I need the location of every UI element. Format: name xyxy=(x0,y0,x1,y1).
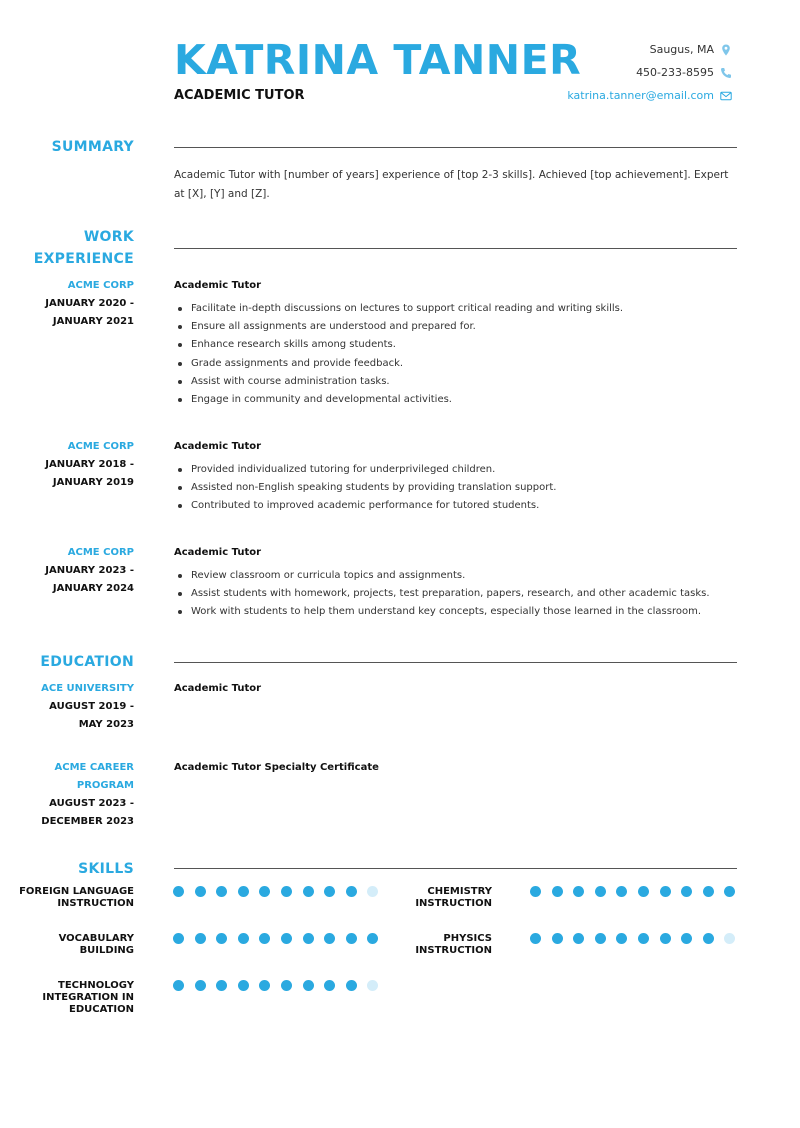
job-dates xyxy=(14,456,134,492)
skill-dot-filled xyxy=(595,933,606,944)
education-dates-end: MAY 2023 xyxy=(78,719,134,730)
skill-label-line1: FOREIGN LANGUAGE xyxy=(19,886,134,897)
skill-dot-filled xyxy=(324,980,335,991)
skill-dot-filled xyxy=(573,886,584,897)
skill-rating xyxy=(173,886,389,897)
skill-dot-filled xyxy=(216,933,227,944)
skill-dot-filled xyxy=(703,933,714,944)
skill-dot-filled xyxy=(346,886,357,897)
job-title: Academic Tutor xyxy=(174,280,262,291)
contact-location xyxy=(650,43,732,56)
list-item: Assisted non-English speaking students by providing translation support. xyxy=(191,479,751,497)
work-heading-line2: EXPERIENCE xyxy=(33,251,134,267)
skill-rating xyxy=(530,886,746,897)
skill-label xyxy=(4,886,134,910)
job-company: ACME CORP xyxy=(67,280,134,291)
school-name-line1: ACE UNIVERSITY xyxy=(41,683,134,694)
job-title: Academic Tutor xyxy=(174,547,262,558)
skill-dot-filled xyxy=(724,886,735,897)
skill-dot-filled xyxy=(703,886,714,897)
skill-dot-filled xyxy=(303,980,314,991)
skill-dot-filled xyxy=(638,933,649,944)
envelope-icon xyxy=(720,90,732,102)
job-dates-end: JANUARY 2024 xyxy=(52,583,134,594)
job-dates xyxy=(14,562,134,598)
school-name-line2: PROGRAM xyxy=(76,780,134,791)
summary-text: Academic Tutor with [number of years] experience of [top 2-3 skills]. Achieved [top achievement]. Expert at [X], [Y] and [Z]. xyxy=(174,169,729,200)
skill-dot-filled xyxy=(216,980,227,991)
list-item: Engage in community and developmental activities. xyxy=(191,391,751,409)
skill-dot-filled xyxy=(616,886,627,897)
skill-dot-filled xyxy=(238,980,249,991)
education-title: Academic Tutor Specialty Certificate xyxy=(174,762,379,773)
skill-dot-filled xyxy=(303,933,314,944)
list-item: Assist students with homework, projects, test preparation, papers, research, and other academic tasks. xyxy=(191,585,751,603)
skill-dot-filled xyxy=(324,886,335,897)
contact-phone xyxy=(636,66,732,79)
candidate-name: KATRINA TANNER xyxy=(174,36,582,84)
skill-dot-filled xyxy=(346,933,357,944)
skill-dot-filled xyxy=(303,886,314,897)
list-item: Assist with course administration tasks. xyxy=(191,373,751,391)
list-item: Grade assignments and provide feedback. xyxy=(191,355,751,373)
skill-dot-filled xyxy=(173,886,184,897)
skill-label-line3: EDUCATION xyxy=(69,1004,134,1015)
job-title: Academic Tutor xyxy=(174,441,262,452)
skill-label-line1: PHYSICS xyxy=(443,933,492,944)
job-company: ACME CORP xyxy=(67,547,134,558)
skill-dot-filled xyxy=(681,933,692,944)
skill-dot-filled xyxy=(259,980,270,991)
job-bullets xyxy=(191,567,751,622)
skill-label-line2: BUILDING xyxy=(79,945,134,956)
candidate-role: ACADEMIC TUTOR xyxy=(174,88,305,103)
skill-dot-filled xyxy=(552,933,563,944)
skill-label-line2: INSTRUCTION xyxy=(415,945,492,956)
skill-dot-empty xyxy=(367,980,378,991)
job-bullets xyxy=(191,300,751,409)
skill-label-line1: TECHNOLOGY xyxy=(58,980,134,991)
job-dates-start: JANUARY 2023 - xyxy=(45,565,134,576)
location-text: Saugus, MA xyxy=(649,43,714,56)
skill-label-line2: INSTRUCTION xyxy=(57,898,134,909)
skill-label-line1: CHEMISTRY xyxy=(427,886,492,897)
list-item: Facilitate in-depth discussions on lectures to support critical reading and writing skills. xyxy=(191,300,751,318)
skill-dot-filled xyxy=(552,886,563,897)
skill-label-line2: INSTRUCTION xyxy=(415,898,492,909)
skill-dot-filled xyxy=(638,886,649,897)
skill-dot-filled xyxy=(660,886,671,897)
skill-rating xyxy=(173,980,389,991)
skill-label-line2: INTEGRATION IN xyxy=(42,992,134,1003)
skill-label xyxy=(4,980,134,1016)
education-dates xyxy=(14,795,134,831)
education-heading: EDUCATION xyxy=(40,654,134,670)
resume-header xyxy=(0,0,800,120)
skill-rating xyxy=(530,933,746,944)
skill-dot-filled xyxy=(173,933,184,944)
contact-email[interactable] xyxy=(567,89,732,102)
job-bullets xyxy=(191,461,751,516)
skill-dot-filled xyxy=(530,933,541,944)
skill-dot-filled xyxy=(530,886,541,897)
skill-dot-filled xyxy=(324,933,335,944)
job-dates-start: JANUARY 2018 - xyxy=(45,459,134,470)
skill-label xyxy=(4,933,134,957)
skill-dot-filled xyxy=(616,933,627,944)
skill-dot-filled xyxy=(281,980,292,991)
map-pin-icon xyxy=(720,44,732,56)
email-link[interactable]: katrina.tanner@email.com xyxy=(567,89,714,102)
skill-dot-filled xyxy=(238,933,249,944)
list-item: Ensure all assignments are understood and prepared for. xyxy=(191,318,751,336)
education-dates xyxy=(14,698,134,734)
summary-heading: SUMMARY xyxy=(51,139,134,155)
education-divider xyxy=(174,662,737,663)
work-heading-line1: WORK xyxy=(83,229,134,245)
work-experience-heading xyxy=(34,226,134,270)
job-dates-end: JANUARY 2019 xyxy=(52,477,134,488)
education-school xyxy=(24,680,134,698)
skill-dot-filled xyxy=(238,886,249,897)
education-dates-start: AUGUST 2019 - xyxy=(49,701,134,712)
skill-dot-filled xyxy=(595,886,606,897)
skill-dot-filled xyxy=(681,886,692,897)
list-item: Contributed to improved academic performance for tutored students. xyxy=(191,497,751,515)
skill-dot-empty xyxy=(724,933,735,944)
skill-dot-filled xyxy=(573,933,584,944)
education-dates-start: AUGUST 2023 - xyxy=(49,798,134,809)
job-dates-end: JANUARY 2021 xyxy=(52,316,134,327)
list-item: Enhance research skills among students. xyxy=(191,336,751,354)
skill-label xyxy=(362,933,492,957)
list-item: Review classroom or curricula topics and assignments. xyxy=(191,567,751,585)
phone-icon xyxy=(720,67,732,79)
skill-dot-filled xyxy=(281,886,292,897)
school-name-line1: ACME CAREER xyxy=(54,762,134,773)
job-dates-start: JANUARY 2020 - xyxy=(45,298,134,309)
education-title: Academic Tutor xyxy=(174,683,262,694)
phone-text: 450-233-8595 xyxy=(636,66,714,79)
job-dates xyxy=(14,295,134,331)
skill-rating xyxy=(173,933,389,944)
skill-dot-filled xyxy=(195,980,206,991)
skills-heading: SKILLS xyxy=(78,861,134,877)
job-company: ACME CORP xyxy=(67,441,134,452)
skill-dot-filled xyxy=(173,980,184,991)
work-divider xyxy=(174,248,737,249)
list-item: Work with students to help them understand key concepts, especially those learned in the classroom. xyxy=(191,603,751,621)
skill-dot-filled xyxy=(195,933,206,944)
skill-dot-filled xyxy=(195,886,206,897)
skill-dot-filled xyxy=(216,886,227,897)
skill-dot-filled xyxy=(281,933,292,944)
skill-dot-filled xyxy=(346,980,357,991)
education-dates-end: DECEMBER 2023 xyxy=(41,816,134,827)
skill-dot-filled xyxy=(259,933,270,944)
skill-label xyxy=(362,886,492,910)
skills-divider xyxy=(174,868,737,869)
education-school xyxy=(24,759,134,795)
skill-dot-filled xyxy=(660,933,671,944)
summary-divider xyxy=(174,147,737,148)
list-item: Provided individualized tutoring for underprivileged children. xyxy=(191,461,751,479)
skill-dot-filled xyxy=(259,886,270,897)
skill-label-line1: VOCABULARY xyxy=(58,933,134,944)
